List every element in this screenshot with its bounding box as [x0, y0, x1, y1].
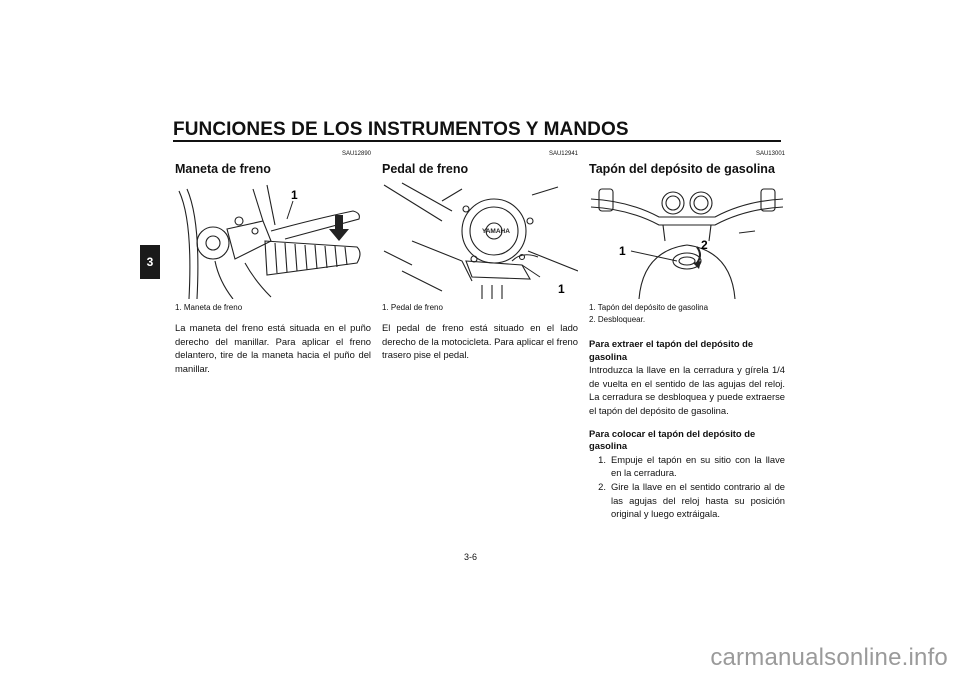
section-brake-pedal — [382, 150, 578, 362]
section-title: Tapón del depósito de gasolina — [589, 162, 775, 176]
install-cap-heading: Para colocar el tapón del depósito de gasolina — [589, 427, 756, 452]
fuel-cap-drawing — [589, 181, 785, 299]
brake-pedal-drawing — [382, 181, 578, 299]
section-title: Maneta de freno — [175, 162, 271, 176]
section-code: SAU12890 — [341, 151, 371, 157]
body-text: El pedal de freno está situado en el lado derecho de la motocicleta. Para aplicar el freno trasero pise el pedal. — [382, 322, 578, 361]
body-text: La maneta del freno está situada en el puño derecho del manillar. Para aplicar el freno delantero, tire de la maneta hacia el puño del manillar. — [175, 322, 371, 374]
list-item: 1. Empuje el tapón en su sitio con la llave en la cerradura. — [598, 453, 785, 479]
brake-lever-illustration — [175, 181, 371, 299]
fuel-cap-illustration — [589, 181, 785, 299]
remove-cap-heading: Para extraer el tapón del depósito de gasolina — [589, 338, 754, 362]
remove-cap-text: Introduzca la llave en la cerradura y gírela 1/4 de vuelta en el sentido de las agujas del reloj. La cerradura se desbloquea y puede extraerse el tapón del depósito de gasolina. — [589, 364, 785, 416]
section-code: SAU12941 — [548, 151, 578, 157]
list-item: 2. Gire la llave en el sentido contrario al de las agujas del reloj hasta su posición original y luego extráigala. — [598, 480, 785, 520]
callout-1: 1 — [619, 244, 626, 258]
figure-caption-2: 2. Desbloquear. — [589, 315, 646, 324]
section-code: SAU13001 — [755, 151, 785, 157]
section-fuel-tank-cap — [589, 150, 785, 521]
callout-1: 1 — [558, 282, 565, 296]
engine-brand-label: YAMAHA — [482, 228, 510, 235]
figure-caption: 1. Pedal de freno — [382, 303, 443, 312]
brake-pedal-illustration — [382, 181, 578, 299]
section-brake-lever — [175, 150, 371, 375]
install-steps — [589, 453, 785, 521]
section-title: Pedal de freno — [382, 162, 469, 176]
figure-caption-1: 1. Tapón del depósito de gasolina — [589, 303, 709, 312]
chapter-tab: 3 — [140, 245, 160, 279]
page-title: FUNCIONES DE LOS INSTRUMENTOS Y MANDOS — [173, 119, 629, 140]
callout-2: 2 — [701, 238, 708, 252]
brake-lever-drawing — [175, 181, 371, 299]
title-rule — [173, 140, 781, 142]
watermark: carmanualsonline.info — [710, 644, 948, 671]
figure-caption: 1. Maneta de freno — [175, 303, 243, 312]
callout-1: 1 — [291, 188, 298, 202]
page-number: 3-6 — [464, 552, 478, 562]
